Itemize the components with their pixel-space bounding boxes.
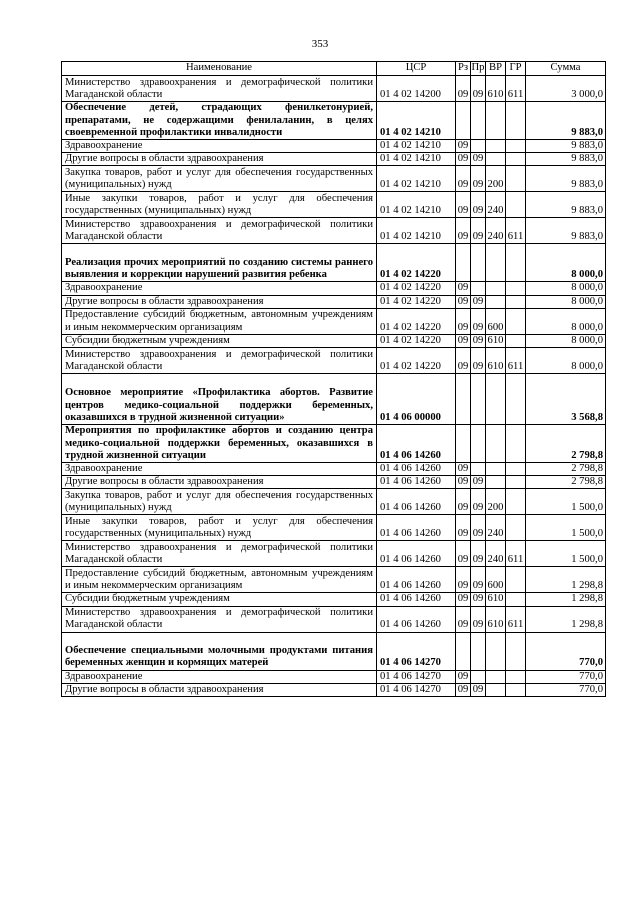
row-sum: 8 000,0 xyxy=(526,334,606,347)
row-name: Мероприятия по профилактике абортов и созданию центра медико-социальной поддержки беременных, оказавшихся в трудной жизненной ситуации xyxy=(62,425,377,463)
table-row xyxy=(62,153,606,166)
row-sum: 770,0 xyxy=(526,670,606,683)
row-gr xyxy=(506,102,526,140)
row-pr: 09 xyxy=(471,166,486,192)
row-rz xyxy=(456,425,471,463)
row-gr xyxy=(506,463,526,476)
row-rz xyxy=(456,632,471,670)
table-row xyxy=(62,463,606,476)
table-row xyxy=(62,683,606,696)
row-pr: 09 xyxy=(471,489,486,515)
row-csr: 01 4 06 14260 xyxy=(377,489,456,515)
row-gr xyxy=(506,425,526,463)
row-csr: 01 4 02 14210 xyxy=(377,166,456,192)
row-vr xyxy=(486,153,506,166)
row-vr: 200 xyxy=(486,489,506,515)
row-pr xyxy=(471,425,486,463)
row-csr: 01 4 02 14220 xyxy=(377,295,456,308)
table-row xyxy=(62,515,606,541)
row-csr: 01 4 06 14270 xyxy=(377,683,456,696)
row-pr: 09 xyxy=(471,567,486,593)
row-gr xyxy=(506,295,526,308)
row-rz: 09 xyxy=(456,683,471,696)
row-pr: 09 xyxy=(471,308,486,334)
row-gr xyxy=(506,192,526,218)
table-row xyxy=(62,489,606,515)
table-row xyxy=(62,425,606,463)
row-gr: 611 xyxy=(506,348,526,374)
row-rz: 09 xyxy=(456,670,471,683)
row-sum: 2 798,8 xyxy=(526,463,606,476)
row-sum: 770,0 xyxy=(526,632,606,670)
row-pr xyxy=(471,282,486,295)
row-gr: 611 xyxy=(506,606,526,632)
table-row xyxy=(62,374,606,425)
row-sum: 8 000,0 xyxy=(526,348,606,374)
row-sum: 8 000,0 xyxy=(526,308,606,334)
row-name: Другие вопросы в области здравоохранения xyxy=(62,153,377,166)
row-pr: 09 xyxy=(471,476,486,489)
row-rz xyxy=(456,244,471,282)
row-gr xyxy=(506,282,526,295)
row-rz: 09 xyxy=(456,463,471,476)
row-gr xyxy=(506,683,526,696)
row-name: Иные закупки товаров, работ и услуг для обеспечения государственных (муниципальных) нужд xyxy=(62,192,377,218)
row-vr xyxy=(486,463,506,476)
row-csr: 01 4 02 14210 xyxy=(377,140,456,153)
header-sum: Сумма xyxy=(526,62,606,76)
row-sum: 1 298,8 xyxy=(526,606,606,632)
row-name: Другие вопросы в области здравоохранения xyxy=(62,476,377,489)
header-name: Наименование xyxy=(62,62,377,76)
row-csr: 01 4 02 14220 xyxy=(377,282,456,295)
budget-table xyxy=(61,61,606,697)
header-vr: ВР xyxy=(486,62,506,76)
row-csr: 01 4 06 14270 xyxy=(377,670,456,683)
row-name: Предоставление субсидий бюджетным, автономным учреждениям и иным некоммерческим организациям xyxy=(62,308,377,334)
row-pr: 09 xyxy=(471,218,486,244)
row-vr: 240 xyxy=(486,515,506,541)
row-sum: 3 000,0 xyxy=(526,76,606,102)
row-csr: 01 4 02 14220 xyxy=(377,244,456,282)
row-vr: 610 xyxy=(486,76,506,102)
row-pr: 09 xyxy=(471,192,486,218)
row-pr xyxy=(471,102,486,140)
row-gr xyxy=(506,166,526,192)
row-rz: 09 xyxy=(456,334,471,347)
row-pr: 09 xyxy=(471,295,486,308)
row-csr: 01 4 06 14260 xyxy=(377,593,456,606)
row-csr: 01 4 06 14260 xyxy=(377,541,456,567)
row-csr: 01 4 02 14220 xyxy=(377,308,456,334)
row-sum: 9 883,0 xyxy=(526,153,606,166)
row-sum: 9 883,0 xyxy=(526,192,606,218)
row-vr xyxy=(486,425,506,463)
row-name: Обеспечение детей, страдающих фенилкетонурией, препаратами, не содержащими фенилаланин, в целях своевременной профилактики инвалидности xyxy=(62,102,377,140)
row-name: Здравоохранение xyxy=(62,670,377,683)
row-sum: 1 500,0 xyxy=(526,515,606,541)
row-name: Министерство здравоохранения и демографической политики Магаданской области xyxy=(62,541,377,567)
table-row xyxy=(62,567,606,593)
row-vr: 200 xyxy=(486,166,506,192)
row-csr: 01 4 06 00000 xyxy=(377,374,456,425)
row-vr: 240 xyxy=(486,218,506,244)
row-vr: 610 xyxy=(486,348,506,374)
row-pr: 09 xyxy=(471,153,486,166)
table-row xyxy=(62,541,606,567)
row-sum: 8 000,0 xyxy=(526,295,606,308)
row-rz: 09 xyxy=(456,476,471,489)
row-name: Предоставление субсидий бюджетным, автономным учреждениям и иным некоммерческим организациям xyxy=(62,567,377,593)
table-row xyxy=(62,348,606,374)
row-name: Обеспечение специальными молочными продуктами питания беременных женщин и кормящих матерей xyxy=(62,632,377,670)
row-rz: 09 xyxy=(456,192,471,218)
row-pr: 09 xyxy=(471,76,486,102)
row-rz: 09 xyxy=(456,541,471,567)
row-rz: 09 xyxy=(456,295,471,308)
row-rz: 09 xyxy=(456,140,471,153)
row-sum: 8 000,0 xyxy=(526,244,606,282)
table-row xyxy=(62,76,606,102)
row-name: Закупка товаров, работ и услуг для обеспечения государственных (муниципальных) нужд xyxy=(62,166,377,192)
row-sum: 1 500,0 xyxy=(526,489,606,515)
row-sum: 1 298,8 xyxy=(526,593,606,606)
row-name: Реализация прочих мероприятий по созданию системы раннего выявления и коррекции нарушений развития ребенка xyxy=(62,244,377,282)
row-vr: 610 xyxy=(486,606,506,632)
table-row xyxy=(62,140,606,153)
row-gr: 611 xyxy=(506,76,526,102)
row-pr: 09 xyxy=(471,606,486,632)
row-gr xyxy=(506,244,526,282)
row-csr: 01 4 06 14260 xyxy=(377,425,456,463)
row-gr xyxy=(506,374,526,425)
row-vr xyxy=(486,632,506,670)
row-sum: 3 568,8 xyxy=(526,374,606,425)
row-vr xyxy=(486,140,506,153)
row-pr xyxy=(471,632,486,670)
row-vr: 610 xyxy=(486,334,506,347)
row-csr: 01 4 02 14210 xyxy=(377,218,456,244)
row-sum: 2 798,8 xyxy=(526,425,606,463)
row-pr: 09 xyxy=(471,593,486,606)
row-rz: 09 xyxy=(456,515,471,541)
row-csr: 01 4 06 14260 xyxy=(377,463,456,476)
row-vr xyxy=(486,683,506,696)
row-name: Здравоохранение xyxy=(62,282,377,295)
row-name: Здравоохранение xyxy=(62,463,377,476)
row-vr: 600 xyxy=(486,567,506,593)
row-name: Субсидии бюджетным учреждениям xyxy=(62,334,377,347)
row-sum: 9 883,0 xyxy=(526,166,606,192)
row-gr xyxy=(506,567,526,593)
row-name: Иные закупки товаров, работ и услуг для обеспечения государственных (муниципальных) нужд xyxy=(62,515,377,541)
row-vr xyxy=(486,102,506,140)
header-gr: ГР xyxy=(506,62,526,76)
row-rz: 09 xyxy=(456,282,471,295)
page-number: 353 xyxy=(311,38,329,50)
row-rz: 09 xyxy=(456,308,471,334)
row-sum: 770,0 xyxy=(526,683,606,696)
row-vr: 240 xyxy=(486,192,506,218)
row-pr xyxy=(471,670,486,683)
row-pr xyxy=(471,374,486,425)
row-name: Министерство здравоохранения и демографической политики Магаданской области xyxy=(62,76,377,102)
row-pr xyxy=(471,140,486,153)
table-row xyxy=(62,334,606,347)
row-gr xyxy=(506,308,526,334)
row-gr xyxy=(506,632,526,670)
row-csr: 01 4 06 14270 xyxy=(377,632,456,670)
row-sum: 1 500,0 xyxy=(526,541,606,567)
table-row xyxy=(62,102,606,140)
row-gr: 611 xyxy=(506,541,526,567)
row-name: Другие вопросы в области здравоохранения xyxy=(62,295,377,308)
row-sum: 9 883,0 xyxy=(526,140,606,153)
table-row xyxy=(62,632,606,670)
table-row xyxy=(62,295,606,308)
row-vr xyxy=(486,295,506,308)
table-row xyxy=(62,282,606,295)
row-name: Министерство здравоохранения и демографической политики Магаданской области xyxy=(62,606,377,632)
row-gr xyxy=(506,670,526,683)
row-rz xyxy=(456,374,471,425)
table-row xyxy=(62,166,606,192)
row-gr xyxy=(506,153,526,166)
row-csr: 01 4 02 14210 xyxy=(377,153,456,166)
row-name: Здравоохранение xyxy=(62,140,377,153)
header-csr: ЦСР xyxy=(377,62,456,76)
row-sum: 9 883,0 xyxy=(526,218,606,244)
row-rz: 09 xyxy=(456,567,471,593)
header-pr: Пр xyxy=(471,62,486,76)
row-gr xyxy=(506,593,526,606)
row-gr xyxy=(506,515,526,541)
row-csr: 01 4 06 14260 xyxy=(377,515,456,541)
row-rz: 09 xyxy=(456,489,471,515)
row-name: Закупка товаров, работ и услуг для обеспечения государственных (муниципальных) нужд xyxy=(62,489,377,515)
row-rz: 09 xyxy=(456,76,471,102)
row-sum: 9 883,0 xyxy=(526,102,606,140)
row-vr xyxy=(486,374,506,425)
row-pr: 09 xyxy=(471,683,486,696)
row-pr: 09 xyxy=(471,348,486,374)
row-gr xyxy=(506,476,526,489)
row-vr: 240 xyxy=(486,541,506,567)
row-pr: 09 xyxy=(471,334,486,347)
row-pr: 09 xyxy=(471,541,486,567)
table-row xyxy=(62,606,606,632)
row-rz xyxy=(456,102,471,140)
row-vr xyxy=(486,244,506,282)
row-gr xyxy=(506,140,526,153)
row-rz: 09 xyxy=(456,218,471,244)
row-csr: 01 4 02 14210 xyxy=(377,102,456,140)
table-row xyxy=(62,476,606,489)
row-csr: 01 4 02 14210 xyxy=(377,192,456,218)
row-rz: 09 xyxy=(456,153,471,166)
table-row xyxy=(62,593,606,606)
table-row xyxy=(62,308,606,334)
row-vr xyxy=(486,476,506,489)
row-sum: 2 798,8 xyxy=(526,476,606,489)
row-name: Основное мероприятие «Профилактика абортов. Развитие центров медико-социальной поддержки беременных, оказавшихся в трудной жизненной ситуации» xyxy=(62,374,377,425)
table-row xyxy=(62,192,606,218)
row-csr: 01 4 02 14220 xyxy=(377,334,456,347)
row-name: Другие вопросы в области здравоохранения xyxy=(62,683,377,696)
row-pr: 09 xyxy=(471,515,486,541)
row-csr: 01 4 06 14260 xyxy=(377,606,456,632)
header-rz: Рз xyxy=(456,62,471,76)
row-csr: 01 4 06 14260 xyxy=(377,476,456,489)
row-name: Министерство здравоохранения и демографической политики Магаданской области xyxy=(62,348,377,374)
row-sum: 8 000,0 xyxy=(526,282,606,295)
row-name: Министерство здравоохранения и демографической политики Магаданской области xyxy=(62,218,377,244)
row-pr xyxy=(471,244,486,282)
table-row xyxy=(62,670,606,683)
row-vr xyxy=(486,670,506,683)
table-header-row xyxy=(62,62,606,76)
row-csr: 01 4 02 14200 xyxy=(377,76,456,102)
table-row xyxy=(62,218,606,244)
row-name: Субсидии бюджетным учреждениям xyxy=(62,593,377,606)
row-csr: 01 4 02 14220 xyxy=(377,348,456,374)
row-csr: 01 4 06 14260 xyxy=(377,567,456,593)
row-rz: 09 xyxy=(456,348,471,374)
row-vr xyxy=(486,282,506,295)
row-rz: 09 xyxy=(456,593,471,606)
row-gr xyxy=(506,334,526,347)
row-rz: 09 xyxy=(456,166,471,192)
row-gr xyxy=(506,489,526,515)
row-rz: 09 xyxy=(456,606,471,632)
row-pr xyxy=(471,463,486,476)
row-gr: 611 xyxy=(506,218,526,244)
table-row xyxy=(62,244,606,282)
row-vr: 600 xyxy=(486,308,506,334)
row-sum: 1 298,8 xyxy=(526,567,606,593)
row-vr: 610 xyxy=(486,593,506,606)
